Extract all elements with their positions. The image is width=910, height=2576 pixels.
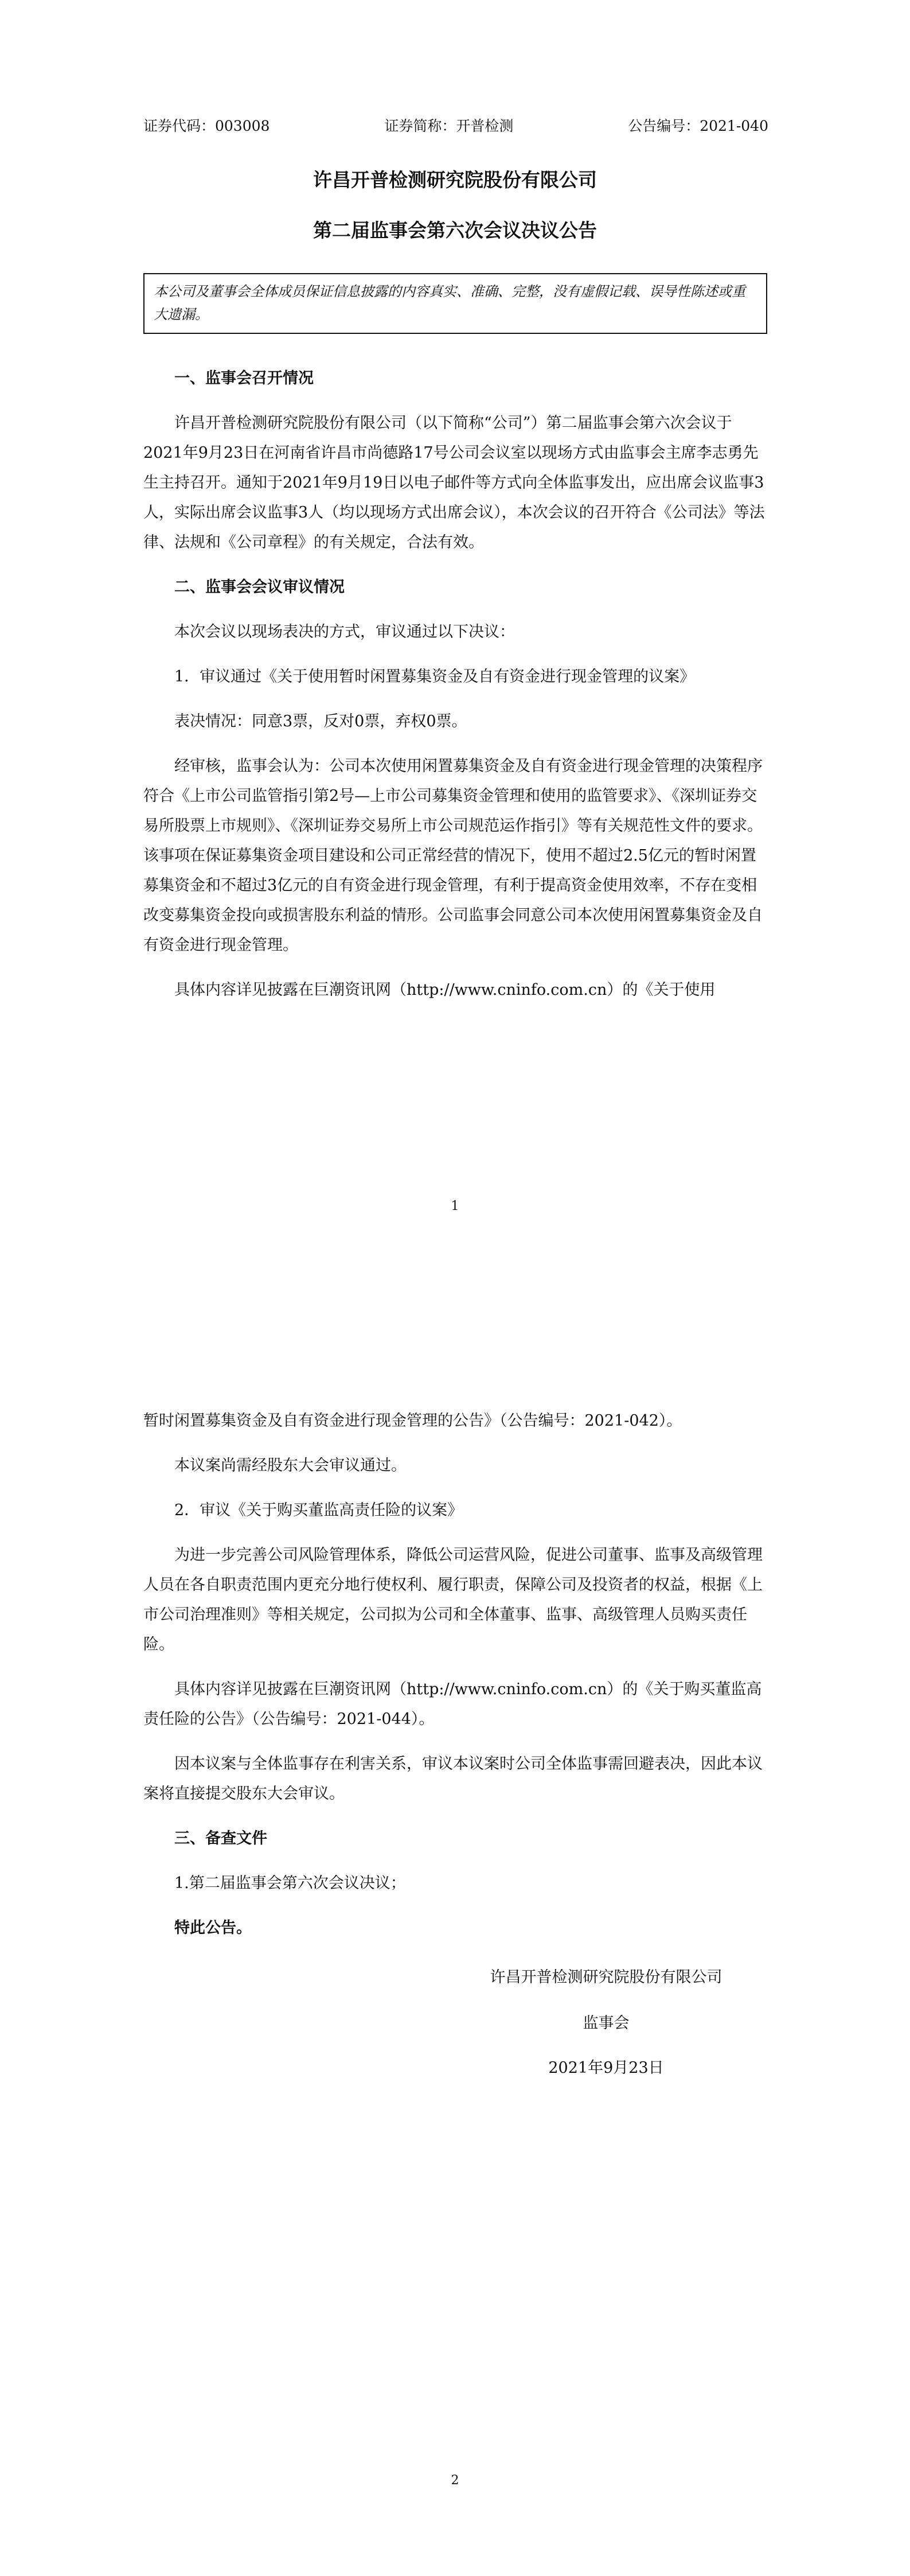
document-header <box>143 115 768 138</box>
stock-code: 证券代码：003008 <box>143 118 270 134</box>
section-2-intro: 本次会议以现场表决的方式，审议通过以下决议： <box>174 623 515 641</box>
section-3-heading: 三、备查文件 <box>174 1830 267 1847</box>
signature-block <box>446 1963 767 2112</box>
disclaimer-box: 本公司及董事会全体成员保证信息披露的内容真实、准确、完整，没有虚假记载、误导性陈述或重大遗漏。 <box>143 273 767 334</box>
section-1-paragraph: 许昌开普检测研究院股份有限公司（以下简称“公司”）第二届监事会第六次会议于2021年9月23日在河南省许昌市尚德路17号公司会议室以现场方式由监事会主席李志勇先生主持召开。通知于2021年9月19日以电子邮件等方式向全体监事发出，应出席会议监事3人，实际出席会议监事3人（均以现场方式出席会议），本次会议的召开符合《公司法》等法律、法规和《公司章程》的有关规定，合法有效。 <box>143 414 765 551</box>
item-2-detail: 具体内容详见披露在巨潮资讯网（http://www.cninfo.com.cn）的《关于购买董监高责任险的公告》（公告编号：2021-044）。 <box>143 1680 762 1728</box>
page-number: 2 <box>451 2473 459 2488</box>
item-1-detail-end: 暂时闲置募集资金及自有资金进行现金管理的公告》（公告编号：2021-042）。 <box>143 1412 682 1430</box>
signature-board: 监事会 <box>583 2014 630 2032</box>
section-1-heading: 一、监事会召开情况 <box>174 369 314 387</box>
section-3-item: 1.第二届监事会第六次会议决议； <box>174 1874 406 1892</box>
document-page-2 <box>0 1288 910 2576</box>
item-1-detail-start: 具体内容详见披露在巨潮资讯网（http://www.cninfo.com.cn）的《关于使用 <box>174 981 716 999</box>
notice-title: 第二届监事会第六次会议决议公告 <box>313 219 597 242</box>
page-number: 1 <box>451 1199 459 1213</box>
section-2-heading: 二、监事会会议审议情况 <box>174 578 345 596</box>
page-2-body <box>143 1406 767 1943</box>
item-2-title: 2．审议《关于购买董监高责任险的议案》 <box>174 1501 463 1519</box>
item-1-review: 经审核，监事会认为：公司本次使用闲置募集资金及自有资金进行现金管理的决策程序符合《上市公司监管指引第2号—上市公司募集资金管理和使用的监管要求》、《深圳证券交易所股票上市规则》、《深圳证券交易所上市公司规范运作指引》等有关规范性文件的要求。该事项在保证募集资金项目建设和公司正常经营的情况下，使用不超过2.5亿元的暂时闲置募集资金和不超过3亿元的自有资金进行现金管理，有利于提高资金使用效率，不存在变相改变募集资金投向或损害股东利益的情形。公司监事会同意公司本次使用闲置募集资金及自有资金进行现金管理。 <box>143 757 763 954</box>
item-2-note: 因本议案与全体监事存在利害关系，审议本议案时公司全体监事需回避表决，因此本议案将直接提交股东大会审议。 <box>143 1755 763 1803</box>
company-title: 许昌开普检测研究院股份有限公司 <box>313 169 597 191</box>
item-1-vote: 表决情况：同意3票，反对0票，弃权0票。 <box>174 713 467 730</box>
signature-date: 2021年9月23日 <box>548 2059 664 2077</box>
notice-number: 公告编号：2021-040 <box>628 118 768 134</box>
stock-abbreviation: 证券简称：开普检测 <box>384 118 514 134</box>
item-1-title: 1．审议通过《关于使用暂时闲置募集资金及自有资金进行现金管理的议案》 <box>174 668 696 686</box>
signature-company: 许昌开普检测研究院股份有限公司 <box>490 1968 722 1986</box>
closing-statement: 特此公告。 <box>174 1919 252 1937</box>
page-1-body <box>143 364 767 1005</box>
item-2-paragraph: 为进一步完善公司风险管理体系，降低公司运营风险，促进公司董事、监事及高级管理人员在各自职责范围内更充分地行使权利、履行职责，保障公司及投资者的权益，根据《上市公司治理准则》等相关规定，公司拟为公司和全体董事、监事、高级管理人员购买责任险。 <box>143 1546 763 1653</box>
item-1-pending: 本议案尚需经股东大会审议通过。 <box>174 1457 407 1474</box>
